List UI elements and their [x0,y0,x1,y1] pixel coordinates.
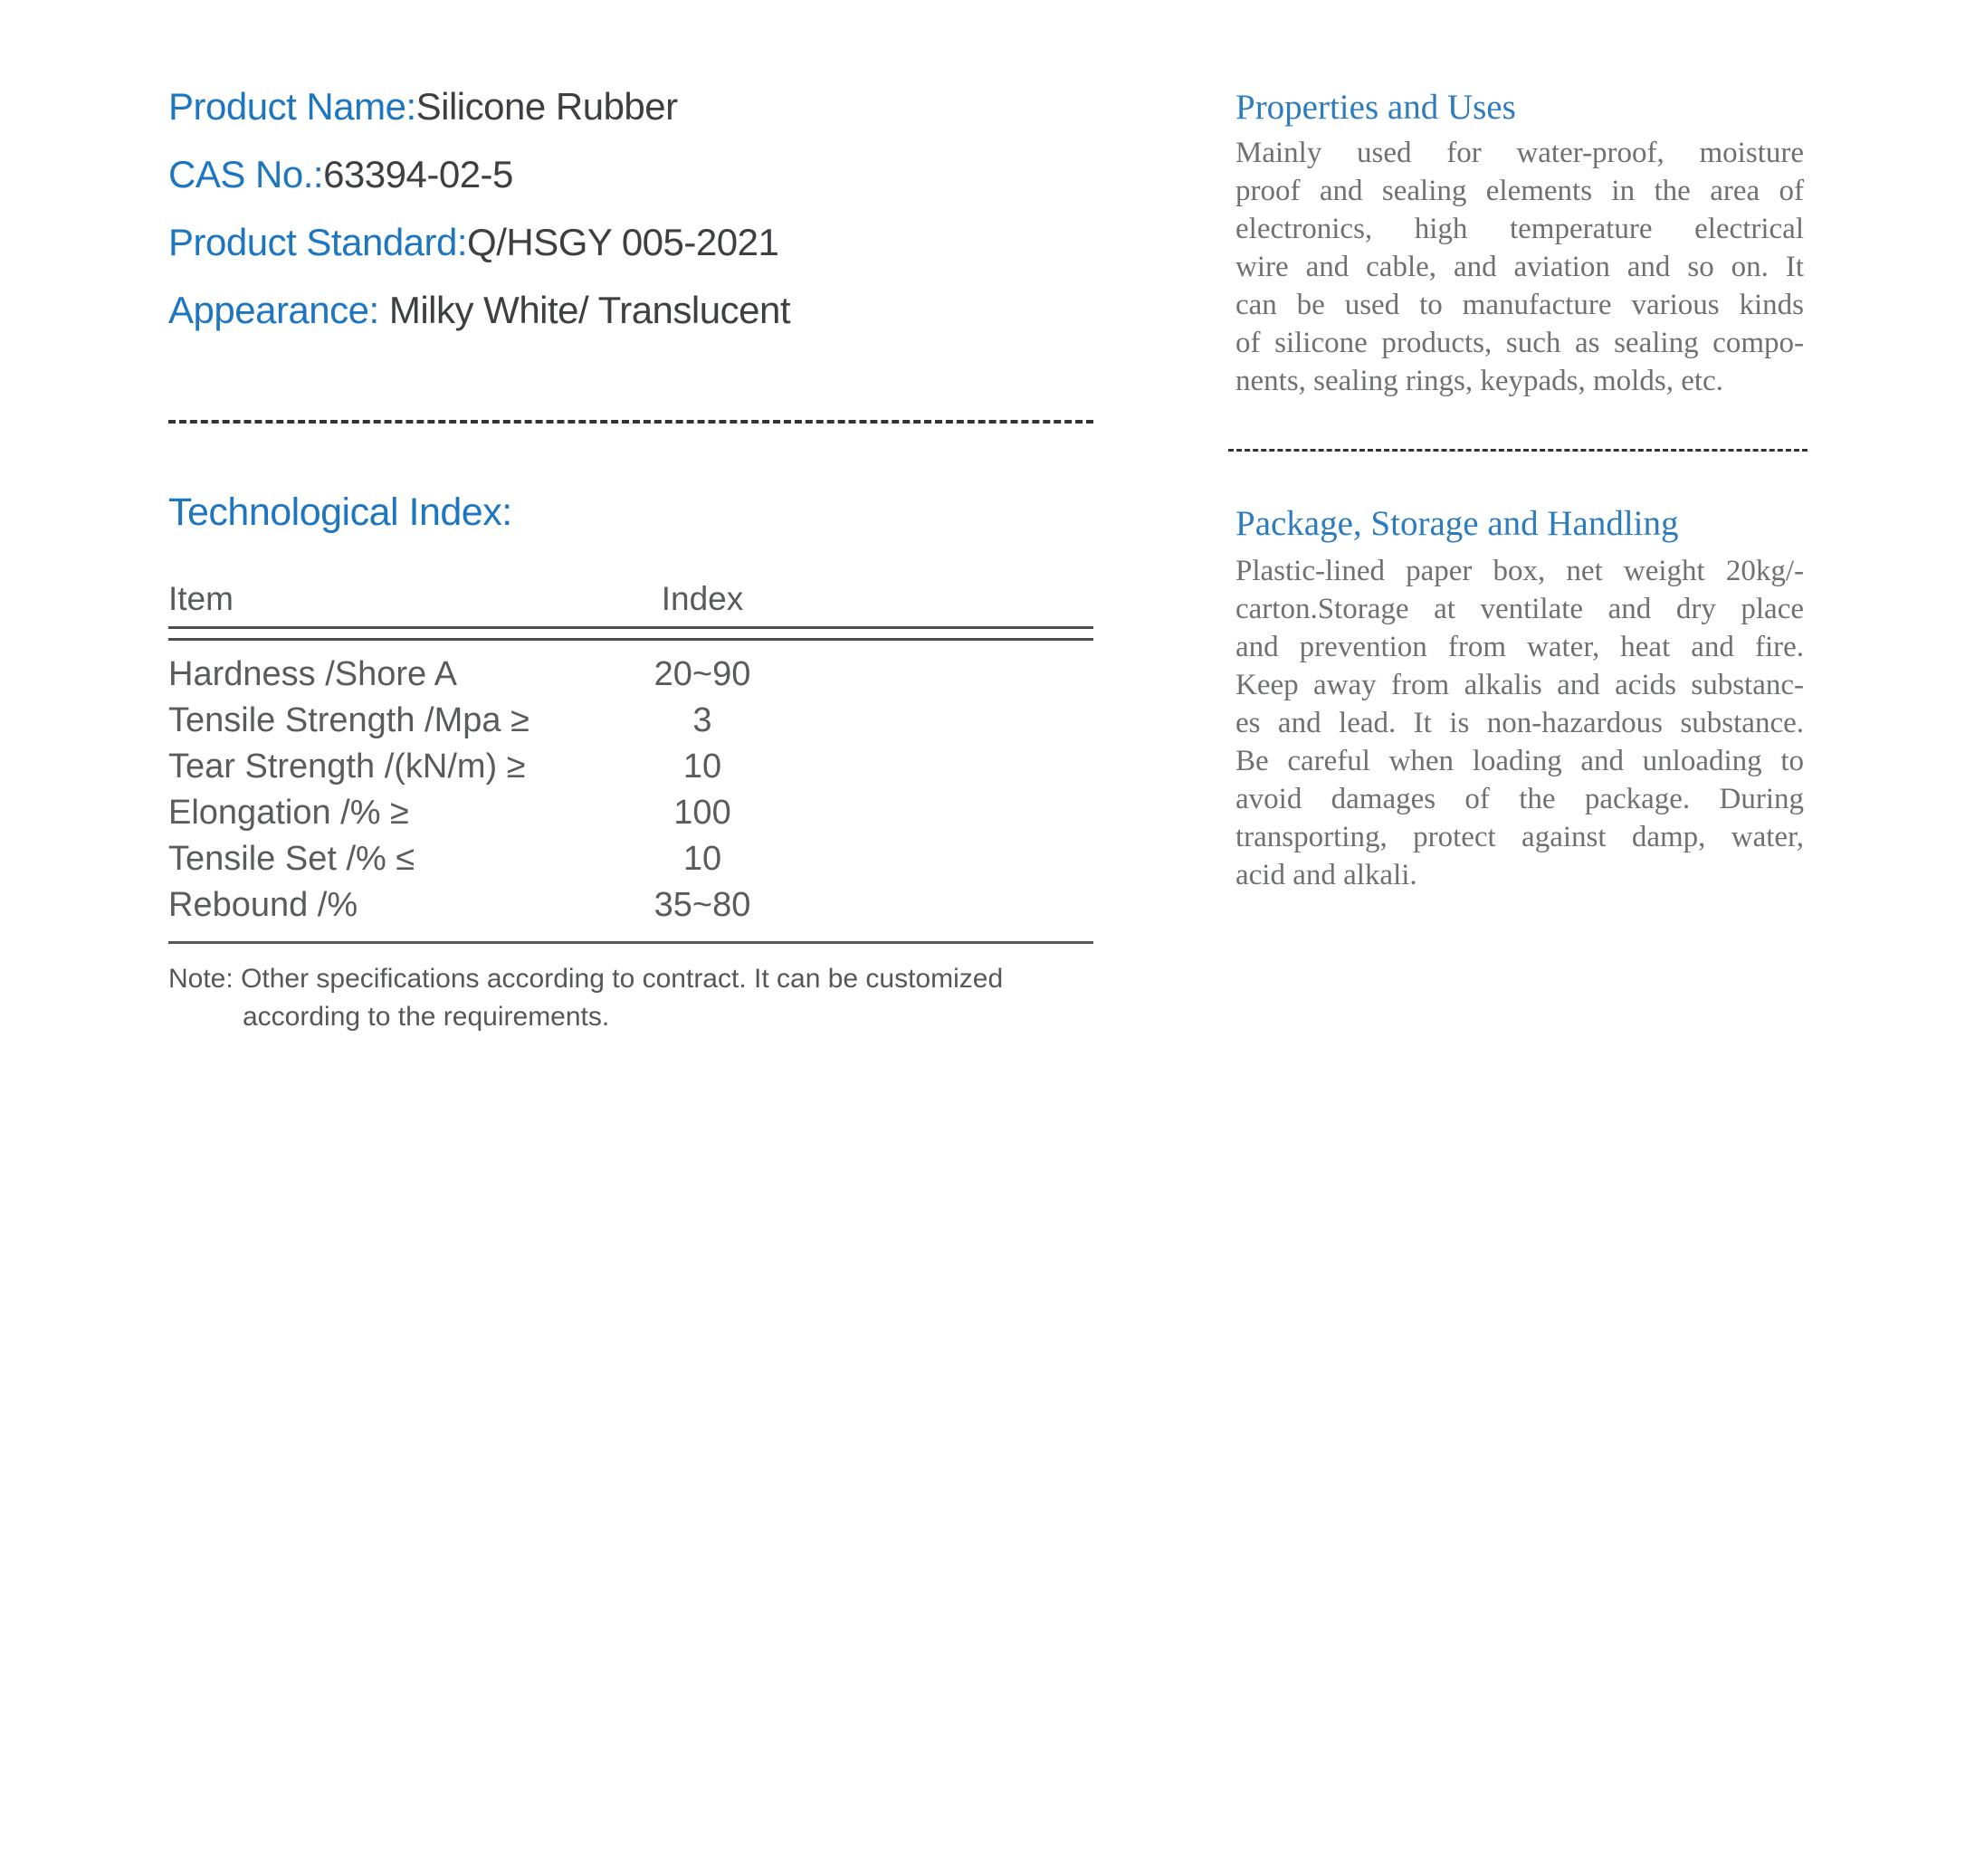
note-label: Note: [168,964,234,994]
package-storage-handling-heading: Package, Storage and Handling [1235,504,1679,543]
paragraph-line: avoid damages of the package. During [1235,783,1804,815]
paragraph-line: Mainly used for water-proof, moisture [1235,137,1804,169]
appearance-value: Milky White/ Translucent [378,289,790,331]
row-item: Tensile Strength /Mpa ≥ [168,701,529,739]
paragraph-line: Keep away from alkalis and acids substanc- [1235,669,1804,701]
properties-and-uses-heading: Properties and Uses [1235,88,1516,127]
paragraph-line: nents, sealing rings, keypads, molds, etc. [1235,365,1723,397]
cas-no-row [168,140,1093,208]
table-row [168,836,1093,882]
column-header-item: Item [168,580,234,617]
row-item: Elongation /% ≥ [168,794,409,832]
paragraph-line: es and lead. It is non-hazardous substance. [1235,707,1804,739]
table-row [168,698,1093,744]
paragraph-line: acid and alkali. [1235,859,1417,891]
appearance-label: Appearance: [168,289,379,331]
table-row [168,882,1093,928]
paragraph-line: can be used to manufacture various kinds [1235,289,1804,321]
note-text-1: Other specifications according to contract. It can be customized [241,964,1004,994]
row-index-value: 10 [682,748,722,786]
row-item: Rebound /% [168,886,358,924]
paragraph-line: electronics, high temperature electrical [1235,213,1804,245]
row-index-value: 100 [673,794,731,832]
technological-index-table [168,577,1093,1036]
right-dashed-divider [1228,449,1808,452]
properties-and-uses-paragraph [1235,134,1804,400]
paragraph-line: and prevention from water, heat and fire. [1235,631,1804,663]
table-row [168,790,1093,836]
paragraph-line: wire and cable, and aviation and so on. It [1235,251,1804,283]
paragraph-line: of silicone products, such as sealing compo- [1235,327,1804,359]
cas-no-label: CAS No.: [168,153,324,195]
note-line-2: according to the requirements. [243,1002,610,1032]
table-row [168,652,1093,698]
left-dashed-divider [168,420,1093,424]
product-standard-value: Q/HSGY 005-2021 [467,221,779,263]
product-standard-row [168,208,1093,276]
row-item: Tensile Set /% ≤ [168,840,415,878]
product-info-block [168,72,1093,344]
row-index-value: 10 [682,840,722,878]
appearance-row [168,276,1093,344]
column-header-index: Index [661,580,744,617]
table-header-double-rule [168,626,1093,641]
paragraph-line: carton.Storage at ventilate and dry place [1235,593,1804,625]
row-index-value: 20~90 [653,655,751,693]
paragraph-line: transporting, protect against damp, water, [1235,821,1804,853]
table-bottom-rule [168,941,1093,944]
note-line-1 [168,960,1093,998]
package-storage-handling-paragraph [1235,552,1804,894]
product-name-label: Product Name: [168,85,416,128]
product-name-row [168,72,1093,140]
row-item: Hardness /Shore A [168,655,457,693]
table-rows [168,652,1093,928]
row-index-value: 3 [692,701,712,739]
table-note [168,960,1093,1036]
product-standard-label: Product Standard: [168,221,468,263]
product-name-value: Silicone Rubber [415,85,678,128]
table-header-row [168,577,1093,624]
technological-index-heading: Technological Index: [168,490,512,534]
paragraph-line: Plastic-lined paper box, net weight 20kg/- [1235,555,1804,587]
row-item: Tear Strength /(kN/m) ≥ [168,748,526,786]
table-row [168,744,1093,790]
paragraph-line: proof and sealing elements in the area of [1235,175,1804,207]
cas-no-value: 63394-02-5 [323,153,513,195]
row-index-value: 35~80 [653,886,751,924]
paragraph-line: Be careful when loading and unloading to [1235,745,1804,777]
